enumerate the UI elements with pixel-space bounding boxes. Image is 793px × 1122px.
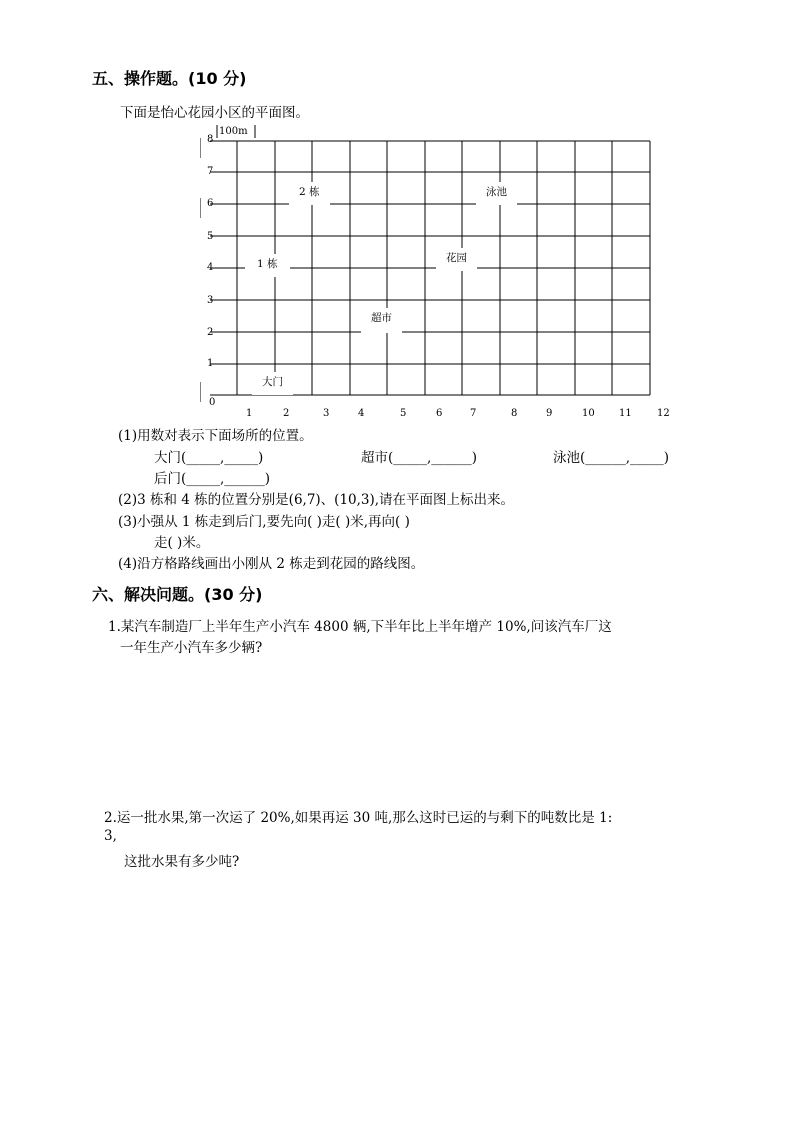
place-building-1: 1 栋 xyxy=(245,254,290,277)
y-axis-label: 5 xyxy=(207,231,214,242)
problem-2-line-3: 这批水果有多少吨? xyxy=(124,854,240,870)
y-axis-label: 2 xyxy=(207,327,214,338)
problem-2-line-2: 3, xyxy=(104,828,117,844)
problem-1-line-1: 1.某汽车制造厂上半年生产小汽车 4800 辆,下半年比上半年增产 10%,问该汽车厂这 xyxy=(108,619,612,635)
y-axis-label: 4 xyxy=(207,262,214,273)
answer-backdoor: 后门(_____,______) xyxy=(154,471,271,487)
y-axis-label: 6 xyxy=(207,198,214,209)
x-axis-label: 8 xyxy=(511,408,518,419)
problem-2-line-1: 2.运一批水果,第一次运了 20%,如果再运 30 吨,那么这时已运的与剩下的吨数比是 1: xyxy=(104,810,613,826)
x-axis-label: 4 xyxy=(358,408,365,419)
section5-intro: 下面是怡心花园小区的平面图。 xyxy=(120,105,309,121)
y-axis-label: 8 xyxy=(207,134,214,145)
x-axis-label: 1 xyxy=(246,408,253,419)
x-axis-label: 10 xyxy=(582,408,595,419)
place-building-2: 2 栋 xyxy=(289,182,330,205)
x-axis-label: 11 xyxy=(619,408,632,419)
x-axis-label: 3 xyxy=(323,408,330,419)
place-garden: 花园 xyxy=(436,248,477,271)
y-axis-label: 0 xyxy=(209,397,216,408)
place-gate: 大门 xyxy=(252,372,293,395)
x-axis-label: 5 xyxy=(400,408,407,419)
question-1-prompt: (1)用数对表示下面场所的位置。 xyxy=(118,428,313,444)
x-axis-label: 9 xyxy=(546,408,553,419)
x-axis-label: 2 xyxy=(283,408,290,419)
section6-title: 六、解决问题。(30 分) xyxy=(92,585,263,604)
y-axis-label: 7 xyxy=(207,166,214,177)
answer-gate: 大门(_____,_____) xyxy=(154,450,264,466)
section5-title: 五、操作题。(10 分) xyxy=(92,69,247,88)
question-3-line-2: 走( )米。 xyxy=(154,535,210,551)
problem-1-line-2: 一年生产小汽车多少辆? xyxy=(120,640,263,656)
x-axis-label: 12 xyxy=(657,408,670,419)
map-scale-label: 100m xyxy=(219,126,248,137)
question-3-line-1: (3)小强从 1 栋走到后门,要先向( )走( )米,再向( ) xyxy=(118,514,410,530)
place-supermarket: 超市 xyxy=(361,308,402,333)
x-axis-label: 6 xyxy=(436,408,443,419)
answer-supermarket: 超市(_____,______) xyxy=(361,450,478,466)
answer-pool: 泳池(______,_____) xyxy=(553,450,670,466)
y-axis-label: 1 xyxy=(207,358,214,369)
place-pool: 泳池 xyxy=(476,182,517,205)
x-axis-label: 7 xyxy=(470,408,477,419)
y-axis-label: 3 xyxy=(207,295,214,306)
question-2: (2)3 栋和 4 栋的位置分别是(6,7)、(10,3),请在平面图上标出来。 xyxy=(118,492,515,508)
question-4: (4)沿方格路线画出小刚从 2 栋走到花园的路线图。 xyxy=(118,556,425,572)
